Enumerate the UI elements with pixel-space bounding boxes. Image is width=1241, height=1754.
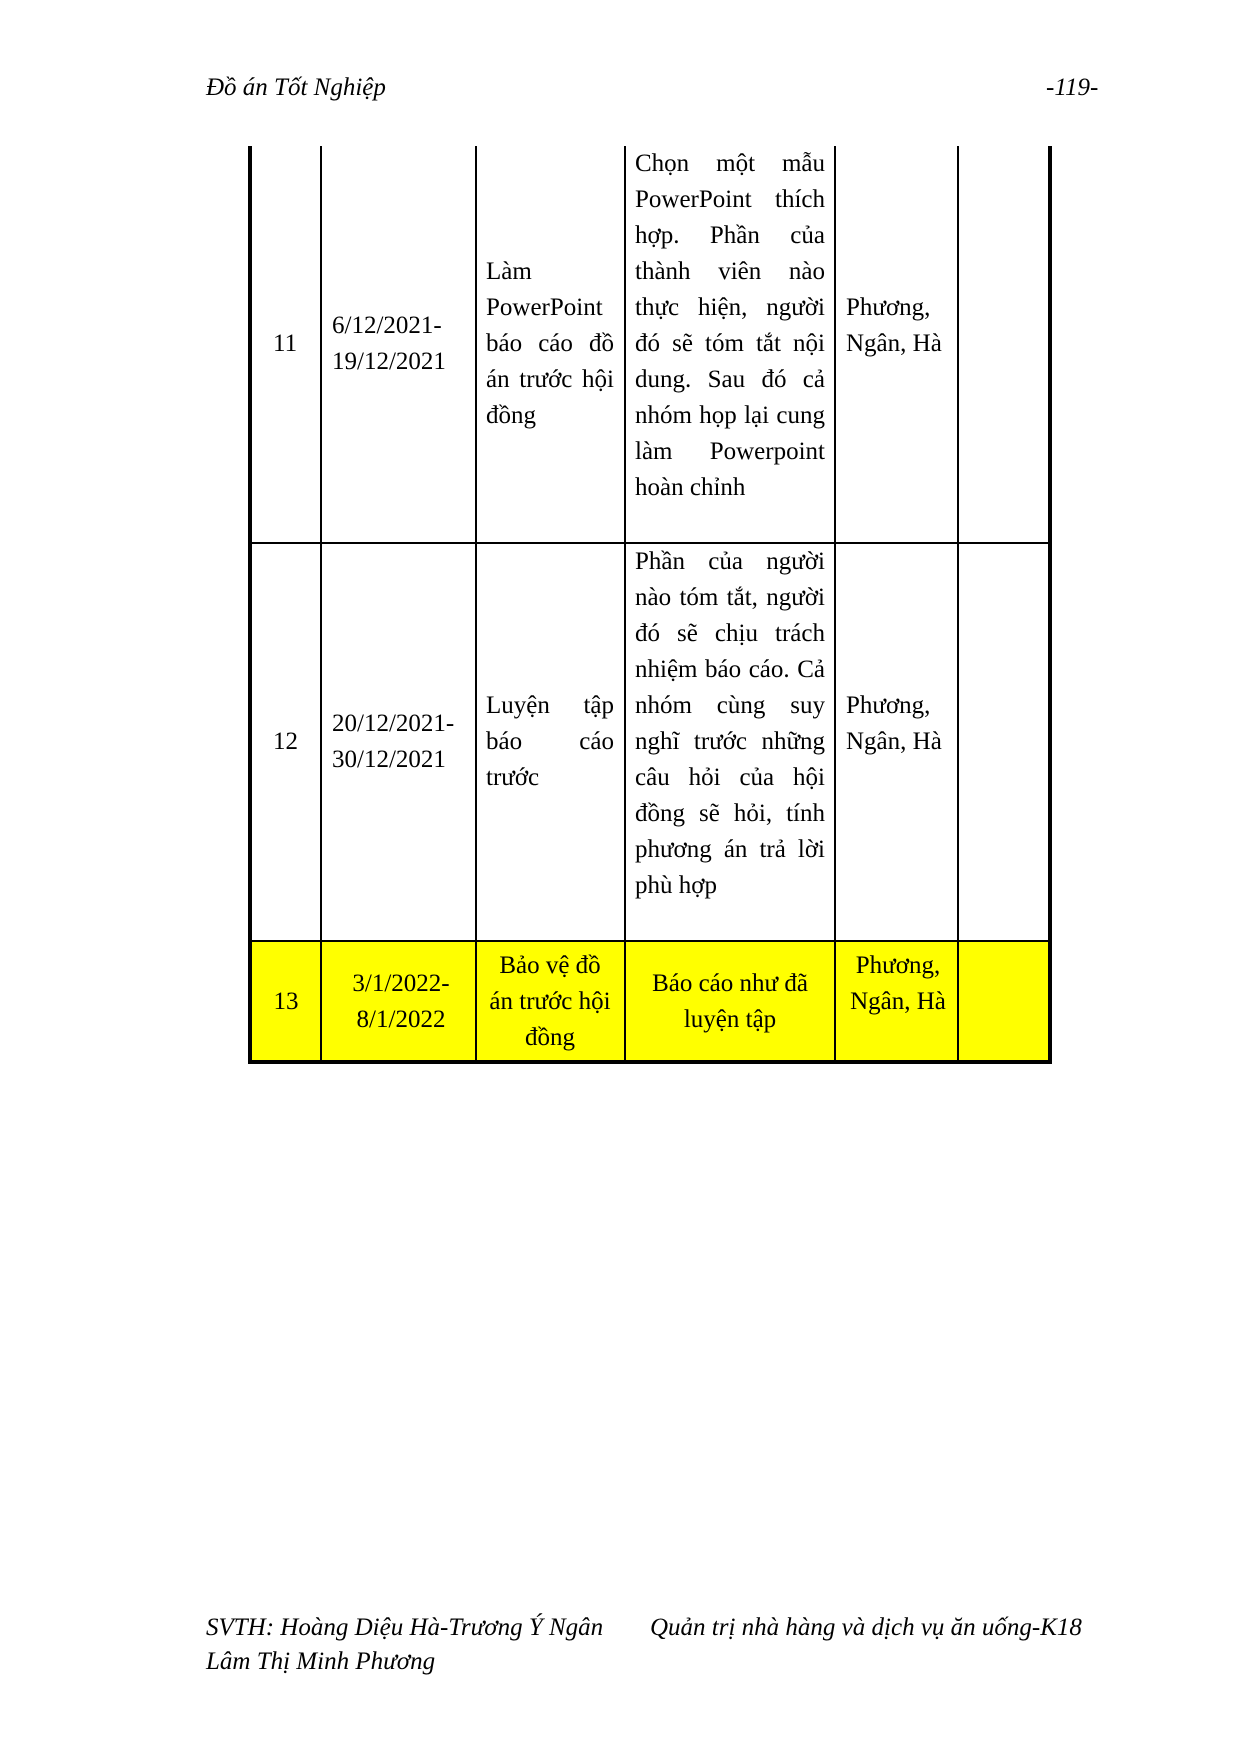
row-number: 11 (273, 330, 298, 357)
row-description: Báo cáo như đã luyện tập (652, 970, 808, 1033)
footer-authors-second-line: Lâm Thị Minh Phương (206, 1648, 436, 1675)
document-title: Đồ án Tốt Nghiệp (206, 74, 386, 101)
footer-authors: SVTH: Hoàng Diệu Hà-Trương Ý Ngân (206, 1614, 604, 1641)
schedule-table (248, 146, 1052, 1064)
row-number: 12 (273, 728, 298, 755)
footer-program: Quản trị nhà hàng và dịch vụ ăn uống-K18 (650, 1614, 1082, 1641)
page-number: -119- (1046, 74, 1099, 101)
row-time: 3/1/2022-8/1/2022 (352, 970, 450, 1033)
row-people: Phương, Ngân, Hà (846, 692, 942, 755)
row-people: Phương, Ngân, Hà (846, 294, 942, 357)
row-task: Bảo vệ đồ án trước hội đồng (489, 952, 611, 1051)
row-task: Làm PowerPoint báo cáo đồ án trước hội đồng (486, 258, 614, 429)
row-people: Phương, Ngân, Hà (850, 952, 946, 1015)
row-time: 6/12/2021-19/12/2021 (332, 312, 446, 375)
row-time: 20/12/2021-30/12/2021 (332, 710, 455, 773)
row-number: 13 (273, 988, 299, 1015)
row-description: Chọn một mẫu PowerPoint thích hợp. Phần của thành viên nào thực hiện, người đó sẽ tóm tắt nội dung. Sau đó cả nhóm họp lại cung làm Powerpoint hoàn chỉnh (635, 150, 825, 501)
row-task: Luyện tập báo cáo trước (486, 692, 614, 791)
row-description: Phần của người nào tóm tắt, người đó sẽ chịu trách nhiệm báo cáo. Cả nhóm cùng suy nghĩ trước những câu hỏi của hội đồng sẽ hỏi, tính phương án trả lời phù hợp (635, 548, 825, 899)
